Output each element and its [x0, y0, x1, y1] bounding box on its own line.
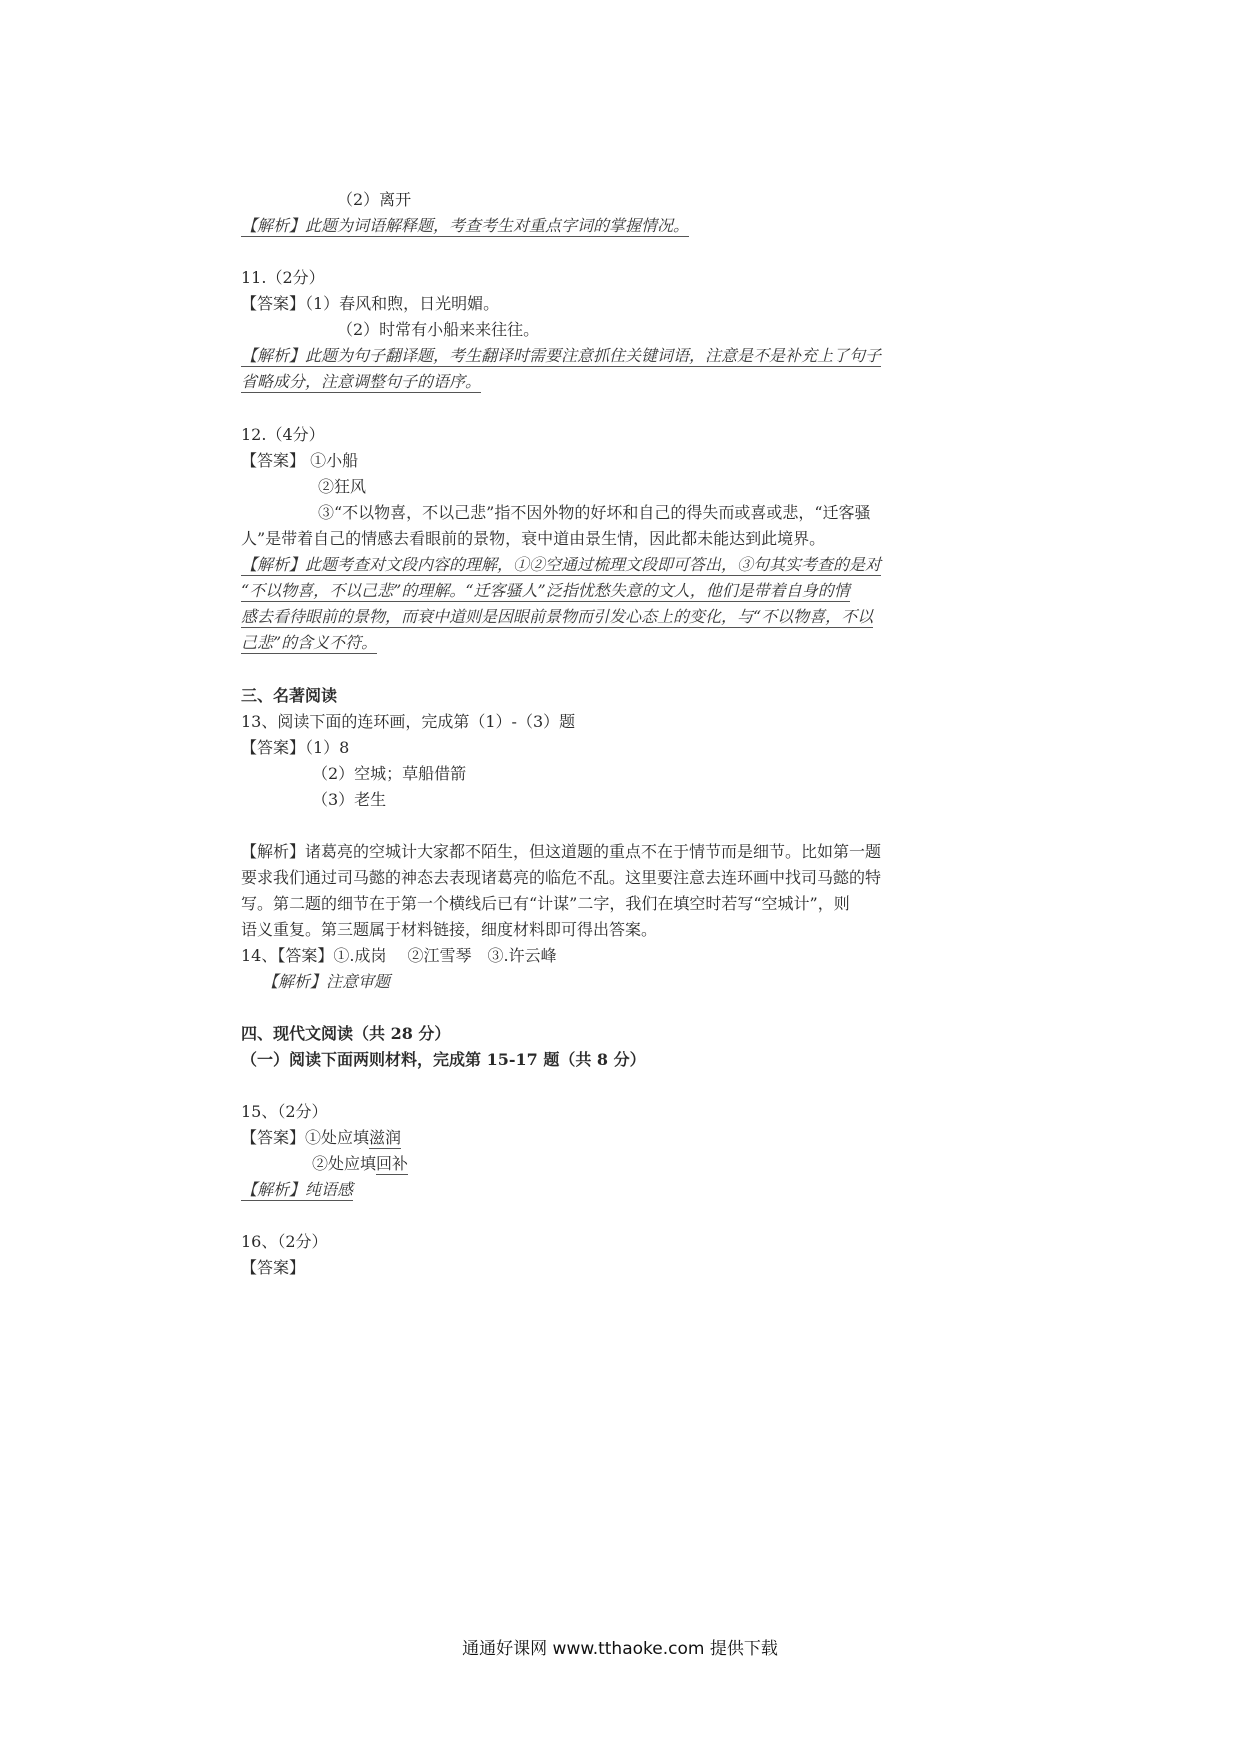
- q12-analysis-2-text: “不以物喜，不以己悲”的理解。“迁客骚人”泛指忧愁失意的文人，他们是带着自身的情: [241, 581, 850, 600]
- q11-analysis-1-text: 【解析】此题为句子翻译题，考生翻译时需要注意抓住关键词语，注意是不是补充上了句子: [241, 346, 882, 365]
- q13-answer-1: 【答案】（1）8: [241, 738, 350, 757]
- section-4-subtitle: （一）阅读下面两则材料，完成第 15-17 题（共 8 分）: [241, 1050, 646, 1069]
- q12-answer-2: ②狂风: [318, 477, 367, 496]
- q13-analysis-2: 要求我们通过司马懿的神态去表现诸葛亮的临危不乱。这里要注意去连环画中找司马懿的特: [241, 868, 882, 887]
- q11-analysis-2-text: 省略成分，注意调整句子的语序。: [241, 372, 482, 391]
- q12-analysis-3: [241, 607, 873, 627]
- q10-item-2: （2）离开: [337, 190, 412, 209]
- q11-analysis-1: [241, 346, 881, 366]
- q16-header: 16、（2分）: [241, 1232, 328, 1251]
- q12-analysis-1: [241, 555, 881, 575]
- q15-analysis-word: 纯语感: [305, 1180, 354, 1199]
- q12-answer-3b: 人”是带着自己的情感去看眼前的景物，衰中道由景生情，因此都未能达到此境界。: [241, 529, 826, 548]
- q15-answer-1: [241, 1128, 401, 1148]
- section-3-title: 三、名著阅读: [241, 686, 338, 705]
- q13-answer-3: （3）老生: [312, 790, 387, 809]
- q15-analysis-prefix: 【解析】: [241, 1180, 306, 1199]
- q13-answer-2: （2）空城；草船借箭: [312, 764, 467, 783]
- q12-answer-1: 【答案】 ①小船: [241, 451, 359, 470]
- q14-analysis: 【解析】注意审题: [262, 972, 391, 991]
- q13-analysis-1: 【解析】诸葛亮的空城计大家都不陌生，但这道题的重点不在于情节而是细节。比如第一题: [241, 842, 882, 861]
- q12-analysis-4: [241, 633, 377, 653]
- q12-header: 12.（4分）: [241, 425, 325, 444]
- q10-analysis: [241, 216, 689, 236]
- q15-header: 15、（2分）: [241, 1102, 328, 1121]
- q13-prompt: 13、阅读下面的连环画，完成第（1）-（3）题: [241, 712, 576, 731]
- q16-answer: 【答案】: [241, 1258, 306, 1277]
- q13-analysis-3: 写。第二题的细节在于第一个横线后已有“计谋”二字，我们在填空时若写“空城计”，则: [241, 894, 850, 913]
- q12-analysis-2: [241, 581, 850, 601]
- page-footer: 通通好课网 www.tthaoke.com 提供下载: [462, 1639, 778, 1659]
- q11-answer-1: 【答案】（1）春风和煦，日光明媚。: [241, 294, 500, 313]
- q12-analysis-4-text: 己悲”的含义不符。: [241, 633, 378, 652]
- q15-answer-2-prefix: ②处应填: [312, 1154, 377, 1173]
- q15-answer-2-word: 回补: [376, 1154, 409, 1173]
- q13-analysis-4: 语义重复。第三题属于材料链接，细度材料即可得出答案。: [241, 920, 658, 939]
- q11-header: 11.（2分）: [241, 268, 325, 287]
- q15-answer-1-prefix: 【答案】①处应填: [241, 1128, 370, 1147]
- q14-answer: 14、【答案】①.成岗 ②江雪琴 ③.许云峰: [241, 946, 557, 965]
- q15-answer-2: [312, 1154, 408, 1174]
- q12-analysis-1-text: 【解析】此题考查对文段内容的理解，①②空通过梳理文段即可答出，③句其实考查的是对: [241, 555, 882, 574]
- q11-answer-2: （2）时常有小船来来往往。: [337, 320, 540, 339]
- q15-analysis: [241, 1180, 353, 1200]
- q12-analysis-3-text: 感去看待眼前的景物，而衰中道则是因眼前景物而引发心态上的变化，与“不以物喜，不以: [241, 607, 874, 626]
- section-4-title: 四、现代文阅读（共 28 分）: [241, 1024, 451, 1043]
- q12-answer-3a: ③“不以物喜，不以己悲”指不因外物的好坏和自己的得失而或喜或悲，“迁客骚: [318, 503, 871, 522]
- q10-analysis-text: 【解析】此题为词语解释题，考查考生对重点字词的掌握情况。: [241, 216, 690, 235]
- q15-answer-1-word: 滋润: [369, 1128, 402, 1147]
- q11-analysis-2: [241, 372, 481, 392]
